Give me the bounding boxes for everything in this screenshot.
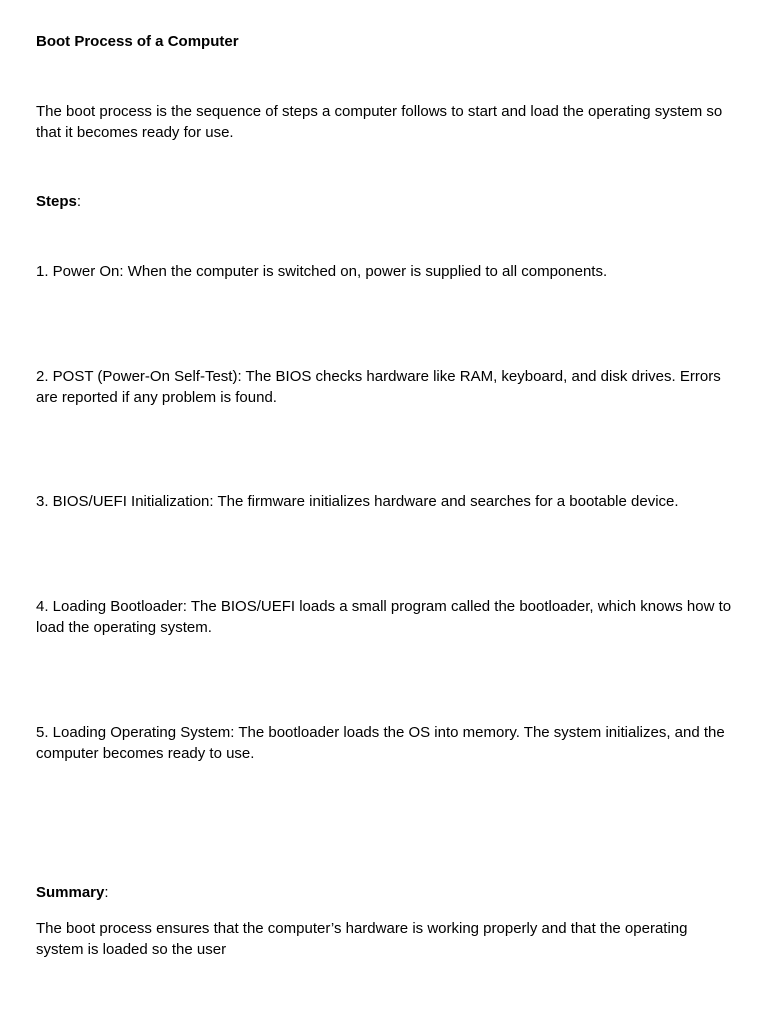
summary-heading-line (36, 883, 732, 904)
intro-paragraph: The boot process is the sequence of steps a computer follows to start and load the operating system so that it becomes ready for use. (36, 103, 723, 141)
summary-heading-colon: : (104, 884, 109, 901)
step-item-1: 1. Power On: When the computer is switched on, power is supplied to all components. (36, 263, 608, 280)
steps-heading-line (36, 192, 732, 213)
summary-paragraph: The boot process ensures that the computer’s hardware is working properly and that the operating system is loaded so the user (36, 920, 688, 958)
step-item-5: 5. Loading Operating System: The bootloader loads the OS into memory. The system initializes, and the computer becomes ready to use. (36, 724, 725, 762)
steps-heading-colon: : (76, 193, 82, 210)
document-title: Boot Process of a Computer (36, 33, 239, 50)
step-item-3: 3. BIOS/UEFI Initialization: The firmware initializes hardware and searches for a bootable device. (36, 493, 679, 510)
summary-heading: Summary (36, 884, 105, 901)
step-item-2: 2. POST (Power-On Self-Test): The BIOS checks hardware like RAM, keyboard, and disk drives. Errors are reported if any problem is found. (36, 368, 721, 406)
step-item-4: 4. Loading Bootloader: The BIOS/UEFI loads a small program called the bootloader, which knows how to load the operating system. (36, 598, 732, 636)
steps-heading: Steps (36, 193, 77, 210)
